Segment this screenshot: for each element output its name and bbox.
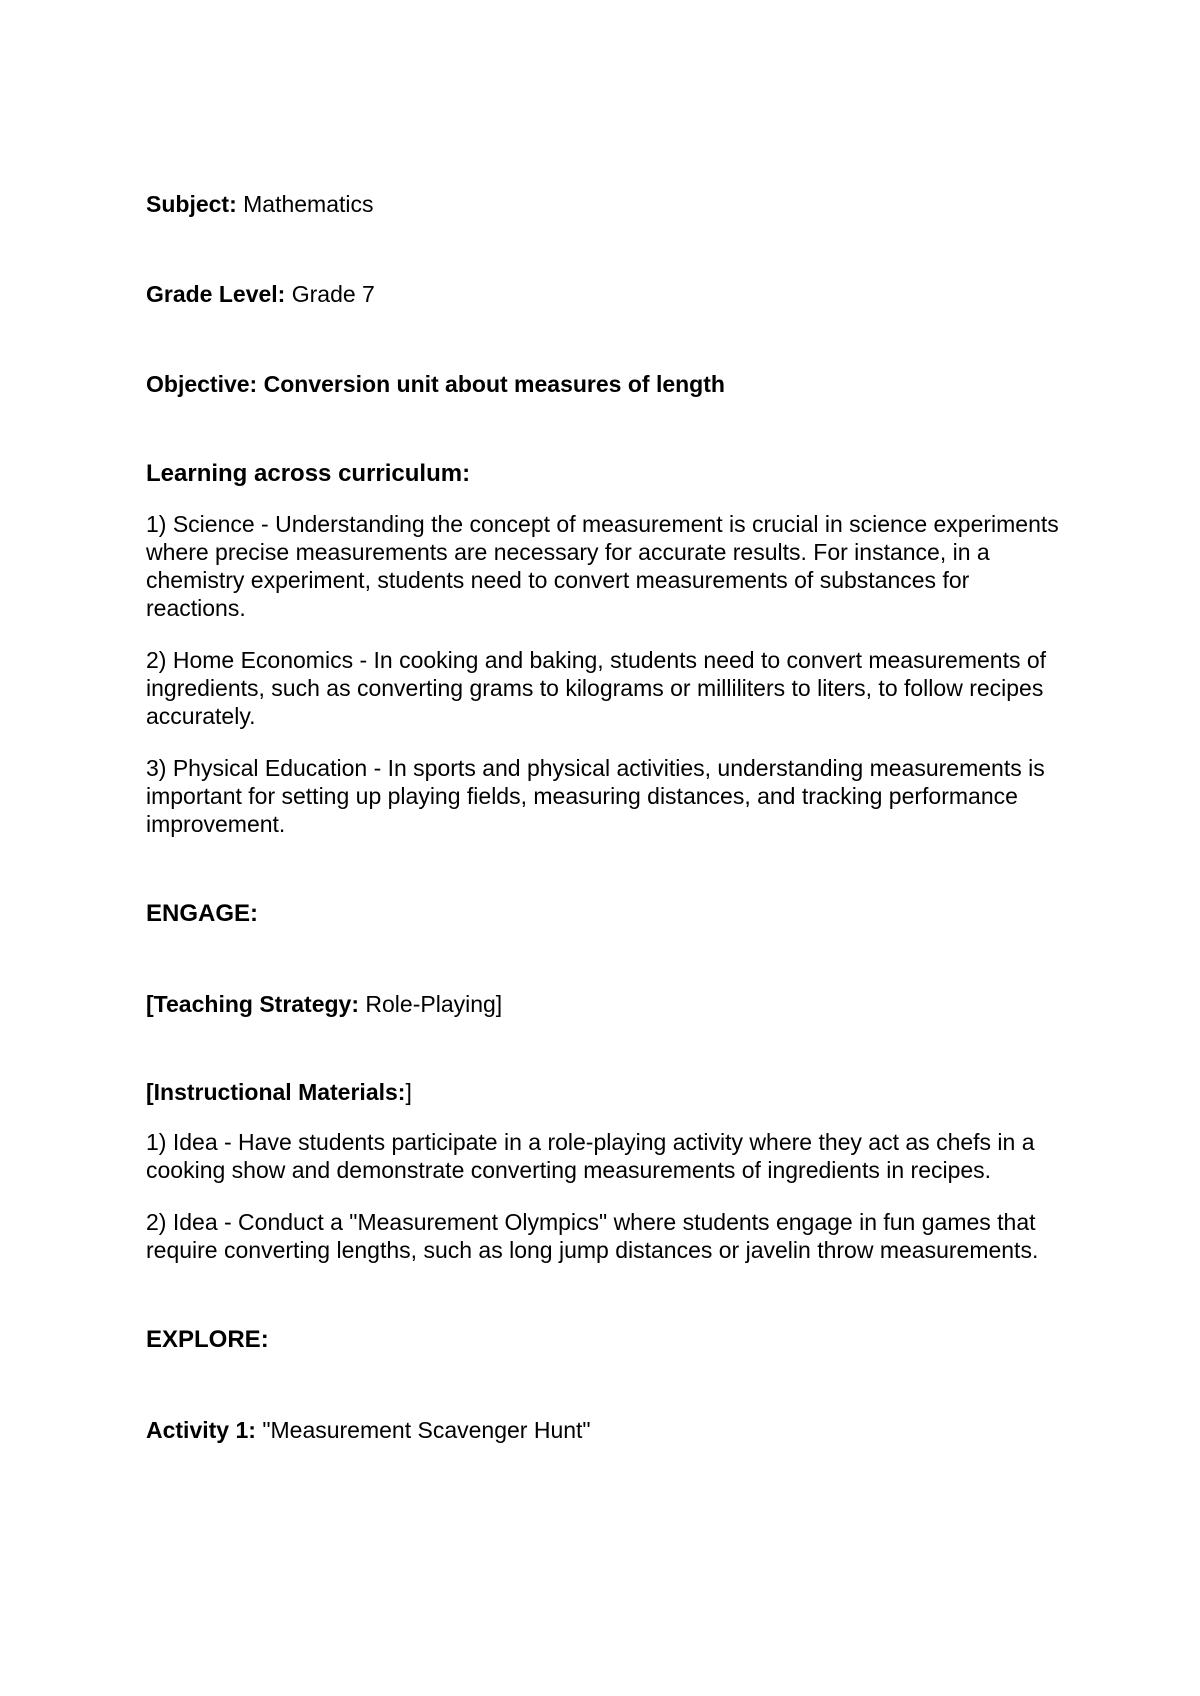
objective-value: Conversion unit about measures of length bbox=[257, 371, 725, 397]
learning-item-physical-education: 3) Physical Education - In sports and physical activities, understanding measurements is important for setting up playing fields, measuring distances, and tracking performance improvement. bbox=[146, 755, 1045, 837]
activity-1-value: "Measurement Scavenger Hunt" bbox=[255, 1417, 591, 1443]
subject-line bbox=[146, 190, 1066, 218]
learning-item-science: 1) Science - Understanding the concept of measurement is crucial in science experiments where precise measurements are necessary for accurate results. For instance, in a chemistry experiment, students need to convert measurements of substances for reactions. bbox=[146, 511, 1059, 621]
teaching-strategy-open-bracket: [ bbox=[146, 991, 154, 1017]
explore-heading: EXPLORE: bbox=[146, 1326, 269, 1353]
subject-value: Mathematics bbox=[236, 191, 374, 217]
grade-level-value: Grade 7 bbox=[285, 281, 375, 307]
instructional-materials-label: Instructional Materials: bbox=[153, 1079, 406, 1105]
learning-item-home-economics: 2) Home Economics - In cooking and baking, students need to convert measurements of ingredients, such as converting grams to kilograms or milliliters to liters, to follow recipes accurately. bbox=[146, 647, 1047, 729]
teaching-strategy-label: Teaching Strategy: bbox=[153, 991, 360, 1017]
engage-idea-1: 1) Idea - Have students participate in a role-playing activity where they act as chefs in a cooking show and demonstrate converting measurements of ingredients in recipes. bbox=[146, 1129, 1035, 1183]
activity-1-line bbox=[146, 1416, 1066, 1444]
objective-label: Objective: bbox=[146, 371, 258, 397]
grade-level-line bbox=[146, 280, 1066, 308]
teaching-strategy-line bbox=[146, 990, 1066, 1018]
instructional-materials-open-bracket: [ bbox=[146, 1079, 154, 1105]
instructional-materials-line bbox=[146, 1078, 1066, 1106]
engage-heading: ENGAGE: bbox=[146, 900, 259, 927]
learning-heading: Learning across curriculum: bbox=[146, 460, 471, 487]
grade-level-label: Grade Level: bbox=[146, 281, 286, 307]
subject-label: Subject: bbox=[146, 191, 237, 217]
teaching-strategy-value: Role-Playing] bbox=[359, 991, 503, 1017]
document-content bbox=[146, 190, 1066, 1444]
instructional-materials-close-bracket: ] bbox=[405, 1079, 412, 1105]
engage-idea-2: 2) Idea - Conduct a "Measurement Olympics" where students engage in fun games that require converting lengths, such as long jump distances or javelin throw measurements. bbox=[146, 1209, 1039, 1263]
activity-1-label: Activity 1: bbox=[146, 1417, 256, 1443]
objective-line bbox=[146, 370, 1066, 398]
